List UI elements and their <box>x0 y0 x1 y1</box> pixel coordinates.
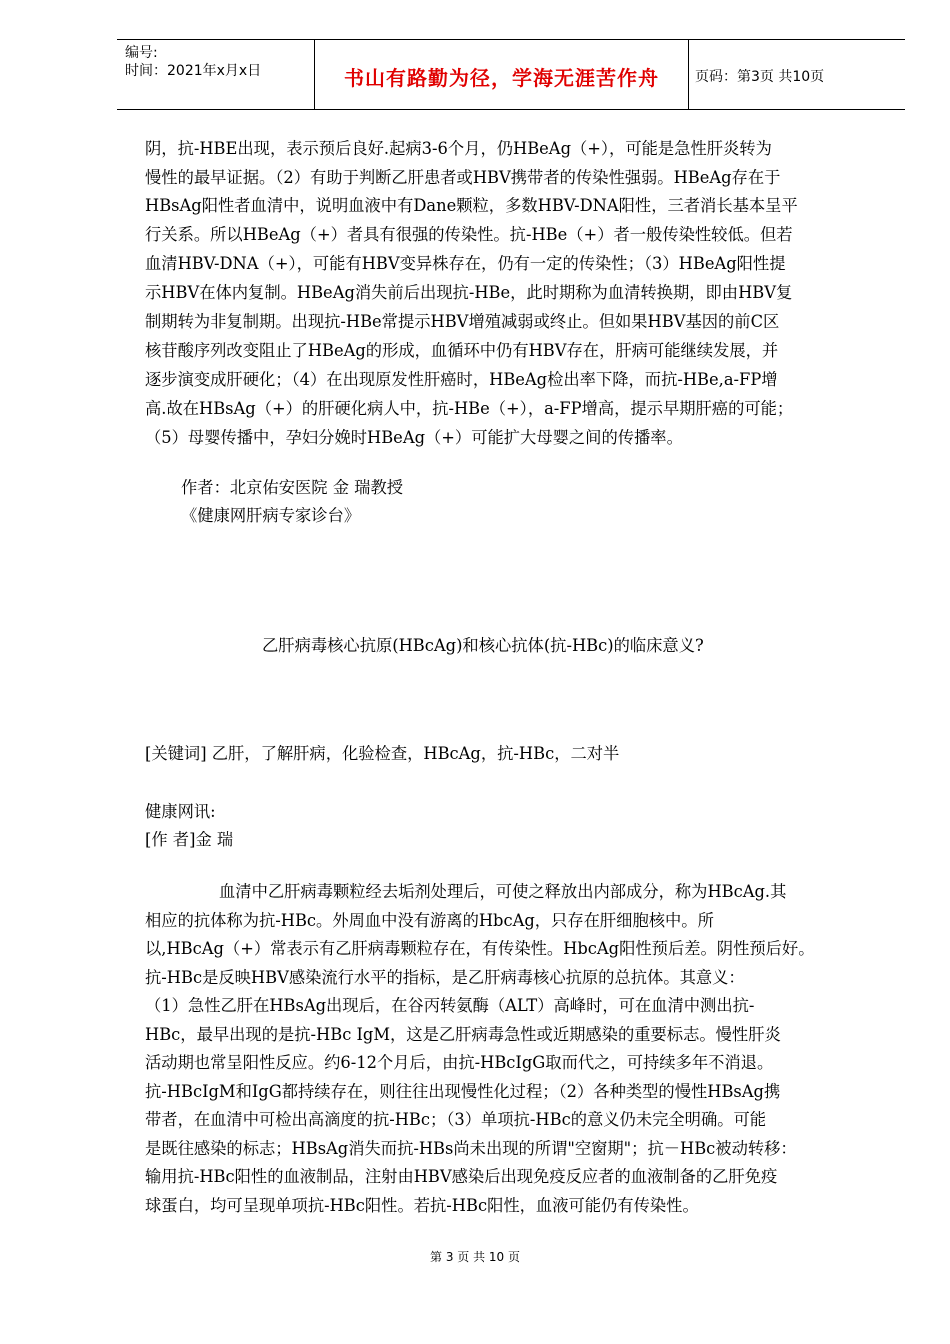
paragraph-line: 是既往感染的标志；HBsAg消失而抗-HBs尚未出现的所谓"空窗期"；抗－HBc被动转移： <box>145 1139 797 1158</box>
paragraph-line: 以,HBcAg（+）常表示有乙肝病毒颗粒存在，有传染性。HbcAg阳性预后差。阴性预后好。 <box>145 939 815 958</box>
paragraph-line: 血清HBV-DNA（+），可能有HBV变异株存在，仍有一定的传染性；（3）HBeAg阳性提 <box>145 254 786 273</box>
header-page-cell <box>689 40 905 109</box>
paragraph-line: 抗-HBc是反映HBV感染流行水平的指标，是乙肝病毒核心抗原的总抗体。其意义： <box>145 968 745 987</box>
number-label: 编号: <box>125 45 158 61</box>
paragraph-line: 慢性的最早证据。（2）有助于判断乙肝患者或HBV携带者的传染性强弱。HBeAg存在于 <box>145 168 781 187</box>
author-line: 作者：北京佑安医院 金 瑞教授 <box>181 478 404 497</box>
paragraph-line: 球蛋白，均可呈现单项抗-HBc阳性。若抗-HBc阳性，血液可能仍有传染性。 <box>145 1196 699 1215</box>
paragraph-line: 带者，在血清中可检出高滴度的抗-HBc；（3）单项抗-HBc的意义仍未完全明确。可能 <box>145 1110 767 1129</box>
paragraph-line: 核苷酸序列改变阻止了HBeAg的形成，血循环中仍有HBV存在，肝病可能继续发展，并 <box>145 341 779 360</box>
article-author: [作 者]金 瑞 <box>145 830 234 849</box>
header-motto-cell <box>314 40 689 109</box>
paragraph-line: 制期转为非复制期。出现抗-HBe常提示HBV增殖减弱或终止。但如果HBV基因的前C区 <box>145 312 780 331</box>
article-title: 乙肝病毒核心抗原(HBcAg)和核心抗体(抗-HBc)的临床意义? <box>262 636 704 655</box>
paragraph-line: 高.故在HBsAg（+）的肝硬化病人中，抗-HBe（+），a-FP增高，提示早期肝癌的可能； <box>145 399 794 418</box>
paragraph-line: HBsAg阳性者血清中，说明血液中有Dane颗粒，多数HBV-DNA阳性，三者消长基本呈平 <box>145 196 798 215</box>
page-footer: 第 3 页 共 10 页 <box>430 1250 520 1264</box>
source-line: 《健康网肝病专家诊台》 <box>181 506 361 525</box>
paragraph-line: 逐步演变成肝硬化；（4）在出现原发性肝癌时，HBeAg检出率下降，而抗-HBe,a-FP增 <box>145 370 778 389</box>
paragraph-line: HBc，最早出现的是抗-HBc IgM，这是乙肝病毒急性或近期感染的重要标志。慢性肝炎 <box>145 1025 781 1044</box>
paragraph-line: 输用抗-HBc阳性的血液制品，注射由HBV感染后出现免疫反应者的血液制备的乙肝免疫 <box>145 1167 778 1186</box>
paragraph-line: 示HBV在体内复制。HBeAg消失前后出现抗-HBe，此时期称为血清转换期，即由HBV复 <box>145 283 793 302</box>
motto-text: 书山有路勤为径，学海无涯苦作舟 <box>344 66 659 90</box>
news-label: 健康网讯: <box>145 802 216 821</box>
paragraph-line: （5）母婴传播中，孕妇分娩时HBeAg（+）可能扩大母婴之间的传播率。 <box>145 428 683 447</box>
document-header <box>117 39 905 110</box>
paragraph-line: 抗-HBcIgM和IgG都持续存在，则往往出现慢性化过程；（2）各种类型的慢性HBsAg携 <box>145 1082 781 1101</box>
keywords-line: [关键词] 乙肝，了解肝病，化验检查，HBcAg，抗-HBc，二对半 <box>145 744 620 763</box>
header-meta-cell <box>117 40 314 109</box>
paragraph-line: 阴，抗-HBE出现，表示预后良好.起病3-6个月，仍HBeAg（+），可能是急性肝炎转为 <box>145 139 772 158</box>
paragraph-line: 血清中乙肝病毒颗粒经去垢剂处理后，可使之释放出内部成分，称为HBcAg.其 <box>219 882 787 901</box>
page-number-label: 页码：第3页 共10页 <box>695 69 825 85</box>
paragraph-line: 相应的抗体称为抗-HBc。外周血中没有游离的HbcAg，只存在肝细胞核中。所 <box>145 911 714 930</box>
paragraph-line: （1）急性乙肝在HBsAg出现后，在谷丙转氨酶（ALT）高峰时，可在血清中测出抗- <box>145 996 755 1015</box>
paragraph-line: 行关系。所以HBeAg（+）者具有很强的传染性。抗-HBe（+）者一般传染性较低。但若 <box>145 225 793 244</box>
paragraph-line: 活动期也常呈阳性反应。约6-12个月后，由抗-HBcIgG取而代之，可持续多年不消退。 <box>145 1053 774 1072</box>
time-label: 时间：2021年x月x日 <box>125 63 262 79</box>
